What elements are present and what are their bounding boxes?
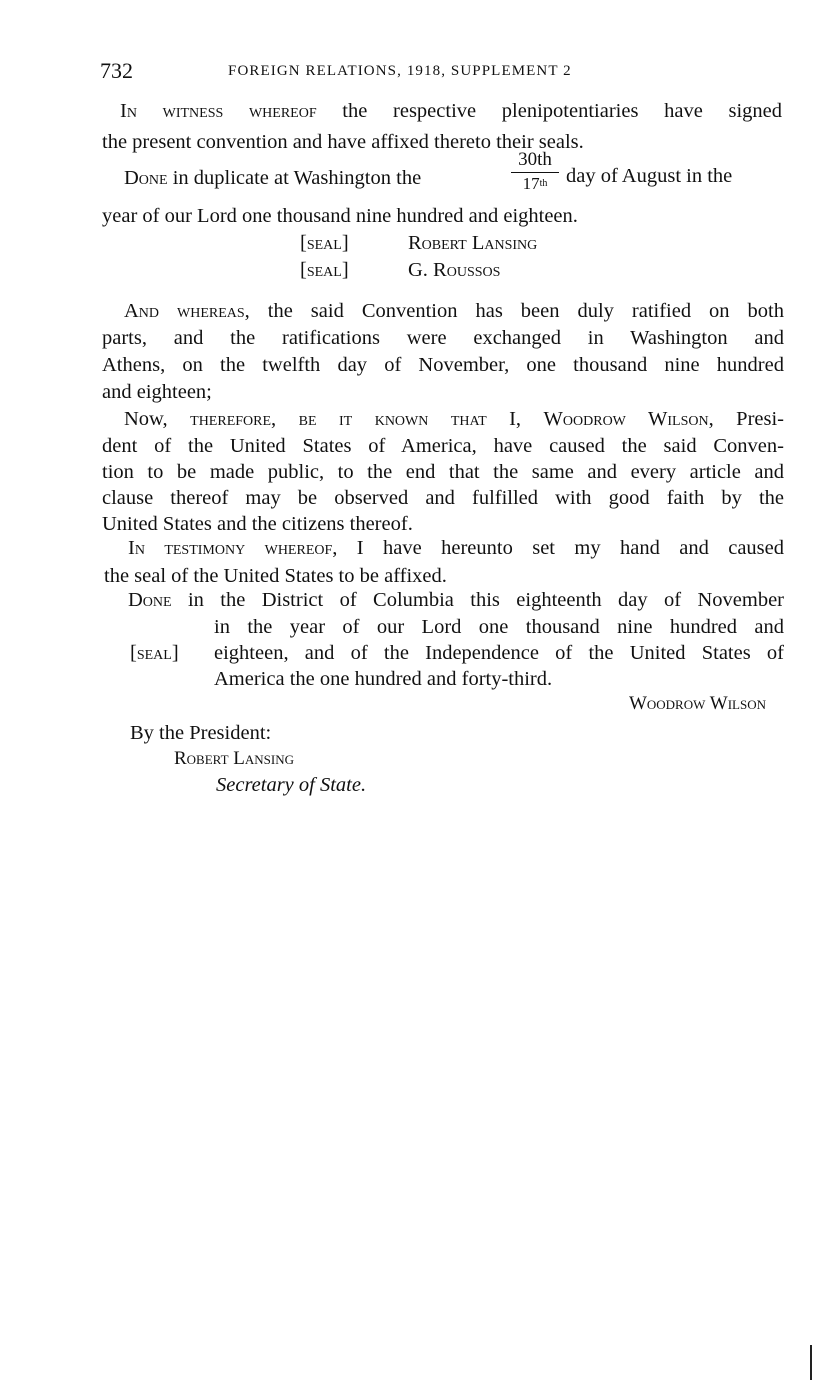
running-head: FOREIGN RELATIONS, 1918, SUPPLEMENT 2 (228, 63, 572, 79)
therefore-pre-name: I, (486, 408, 544, 430)
president-name: Woodrow Wilson (543, 408, 709, 430)
secretary-name: Robert Lansing (174, 748, 294, 769)
therefore-lead-now: Now, (124, 408, 168, 430)
whereas-line-2: parts, and the ratifications were exchanged in Washington and (102, 327, 784, 349)
done-district-text-1: in the District of Columbia this eighteenth day of November (171, 589, 784, 611)
scan-edge-line (810, 1345, 812, 1380)
page-number: 732 (100, 58, 133, 83)
therefore-line-2: dent of the United States of America, have caused the said Conven- (102, 435, 784, 457)
fraction-bottom-number: 17 (522, 174, 540, 193)
testimony-lead: In testimony whereof, (128, 537, 338, 559)
whereas-line-4: and eighteen; (102, 381, 212, 403)
testimony-text-1: I have hereunto set my hand and caused (337, 537, 785, 559)
done-district-line-1 (128, 587, 784, 613)
whereas-text-1: the said Convention has been duly ratified on both (249, 300, 784, 322)
witness-lead: In witness whereof (120, 100, 317, 122)
done-district-lead: Done (128, 589, 172, 611)
signature-name-2: G. Roussos (408, 259, 501, 281)
done-duplicate-line-2: year of our Lord one thousand nine hundred and eighteen. (102, 205, 578, 227)
signature-seal-2: [seal] (300, 259, 349, 281)
witness-line-2: the present convention and have affixed thereto their seals. (102, 131, 584, 153)
whereas-lead: And whereas, (124, 300, 250, 322)
done-duplicate-line-1 (124, 165, 421, 191)
therefore-lead: therefore, be it known that (167, 408, 487, 430)
therefore-line-3: tion to be made public, to the end that the same and every article and (102, 461, 784, 483)
fraction-bar (511, 172, 559, 173)
testimony-line-1 (128, 535, 784, 561)
president-signature: Woodrow Wilson (628, 693, 766, 714)
fraction-top: 30th (518, 149, 552, 170)
signature-seal-1: [seal] (300, 232, 349, 254)
therefore-line-1 (124, 406, 784, 432)
whereas-line-1 (124, 298, 784, 324)
whereas-line-3: Athens, on the twelfth day of November, one thousand nine hundred (102, 354, 784, 376)
done-duplicate-after: day of August in the (566, 165, 733, 187)
done-district-line-3: eighteen, and of the Independence of the United States of (214, 642, 784, 664)
done-district-line-2: in the year of our Lord one thousand nine hundred and (214, 616, 784, 638)
fraction-bottom (508, 174, 562, 194)
done-duplicate-lead: Done (124, 167, 168, 189)
date-fraction (508, 150, 562, 194)
done-district-seal: [seal] (130, 642, 179, 664)
secretary-title: Secretary of State. (216, 774, 367, 796)
fraction-bottom-suffix: th (539, 178, 548, 189)
therefore-line-5: United States and the citizens thereof. (102, 513, 413, 535)
page-header (100, 58, 780, 88)
therefore-line-4: clause thereof may be observed and fulfilled with good faith by the (102, 487, 784, 509)
by-the-president: By the President: (130, 722, 272, 744)
therefore-line-1-end: , Presi- (708, 408, 785, 430)
done-district-line-4: America the one hundred and forty-third. (214, 668, 553, 690)
done-duplicate-before: in duplicate at Washington the (167, 167, 422, 189)
testimony-line-2: the seal of the United States to be affixed. (104, 565, 447, 587)
witness-text-1: the respective plenipotentiaries have signed (316, 100, 782, 122)
signature-name-1: Robert Lansing (408, 232, 538, 254)
witness-line-1 (120, 98, 782, 124)
